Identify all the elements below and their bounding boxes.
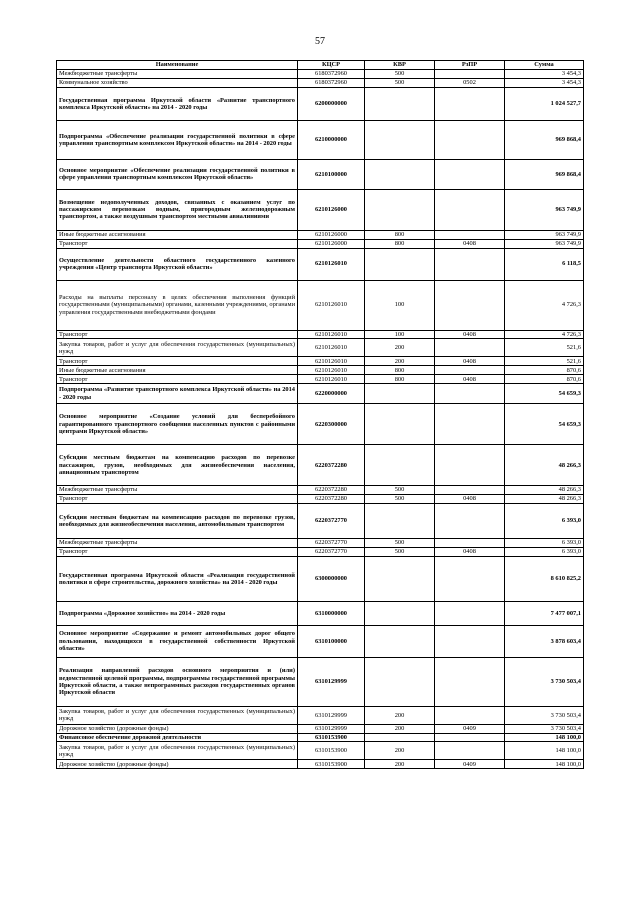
row-kcsr: 6310129999 [298, 724, 365, 733]
row-kvr: 200 [365, 724, 435, 733]
row-sum: 148 100,0 [505, 742, 584, 760]
row-name: Закупка товаров, работ и услуг для обеспечения государственных (муниципальных) нужд [57, 339, 298, 357]
table-row [57, 760, 584, 769]
row-sum: 3 730 503,4 [505, 724, 584, 733]
row-name: Субсидии местным бюджетам на компенсацию расходов по перевозке пассажиров, грузов, необходимых для жизнеобеспечения населения, авиационным транспортом [57, 445, 298, 486]
row-kvr [365, 189, 435, 230]
budget-table [56, 60, 584, 769]
row-name: Финансовое обеспечение дорожной деятельности [57, 733, 298, 742]
row-kcsr: 6310129999 [298, 657, 365, 706]
row-name: Субсидии местным бюджетам на компенсацию расходов по перевозке грузов, необходимых для жизнеобеспечения населения, автомобильным транспортом [57, 503, 298, 538]
row-kvr: 100 [365, 330, 435, 339]
header-kvr: КВР [365, 61, 435, 70]
row-kvr [365, 384, 435, 404]
table-row [57, 404, 584, 445]
table-row [57, 78, 584, 87]
row-sum: 7 477 007,1 [505, 601, 584, 625]
row-sum: 48 266,3 [505, 486, 584, 495]
row-kvr: 800 [365, 375, 435, 384]
row-kcsr: 6310100000 [298, 625, 365, 657]
table-row [57, 248, 584, 280]
row-sum: 3 878 603,4 [505, 625, 584, 657]
row-kvr: 200 [365, 706, 435, 724]
row-rzpr [435, 625, 505, 657]
row-sum: 870,6 [505, 366, 584, 375]
row-rzpr: 0409 [435, 760, 505, 769]
row-sum: 48 266,3 [505, 445, 584, 486]
table-row [57, 706, 584, 724]
header-rzpr: РзПР [435, 61, 505, 70]
row-rzpr [435, 742, 505, 760]
row-kvr: 800 [365, 230, 435, 239]
row-kvr: 200 [365, 742, 435, 760]
table-row [57, 445, 584, 486]
row-kvr: 200 [365, 339, 435, 357]
row-kcsr: 6210126000 [298, 239, 365, 248]
row-sum: 963 749,9 [505, 189, 584, 230]
row-rzpr [435, 503, 505, 538]
row-kcsr: 6310000000 [298, 601, 365, 625]
row-kcsr: 6220300000 [298, 404, 365, 445]
row-sum: 4 726,3 [505, 280, 584, 330]
row-kvr: 500 [365, 78, 435, 87]
row-name: Иные бюджетные ассигнования [57, 230, 298, 239]
row-rzpr [435, 445, 505, 486]
table-row [57, 503, 584, 538]
row-kcsr: 6220372770 [298, 538, 365, 547]
row-sum: 3 730 503,4 [505, 657, 584, 706]
row-name: Дорожное хозяйство (дорожные фонды) [57, 724, 298, 733]
row-rzpr: 0408 [435, 547, 505, 556]
row-sum: 870,6 [505, 375, 584, 384]
row-kcsr: 6210126000 [298, 189, 365, 230]
table-row [57, 625, 584, 657]
table-row [57, 657, 584, 706]
row-kvr: 200 [365, 357, 435, 366]
row-kcsr: 6210126010 [298, 366, 365, 375]
row-sum: 3 454,3 [505, 78, 584, 87]
row-kvr: 800 [365, 239, 435, 248]
row-rzpr [435, 280, 505, 330]
row-kcsr: 6200000000 [298, 87, 365, 120]
row-name: Транспорт [57, 239, 298, 248]
row-name: Подпрограмма «Развитие транспортного комплекса Иркутской области» на 2014 - 2020 годы [57, 384, 298, 404]
row-name: Возмещение недополученных доходов, связанных с оказанием услуг по пассажирским перевозкам водным, пригородным железнодорожным транспортом, а также воздушным транспортом местными авиалиниями [57, 189, 298, 230]
row-name: Межбюджетные трансферты [57, 486, 298, 495]
row-kcsr: 6220372280 [298, 486, 365, 495]
table-row [57, 357, 584, 366]
row-kcsr: 6310153900 [298, 760, 365, 769]
row-kcsr: 6210126010 [298, 280, 365, 330]
table-row [57, 556, 584, 601]
row-rzpr [435, 366, 505, 375]
row-rzpr [435, 538, 505, 547]
row-kvr: 500 [365, 547, 435, 556]
row-kvr: 500 [365, 495, 435, 504]
row-sum: 1 024 527,7 [505, 87, 584, 120]
table-header-row [57, 61, 584, 70]
table-row [57, 159, 584, 189]
row-sum: 148 100,0 [505, 760, 584, 769]
row-name: Закупка товаров, работ и услуг для обеспечения государственных (муниципальных) нужд [57, 742, 298, 760]
row-kcsr: 6220372770 [298, 503, 365, 538]
row-rzpr [435, 87, 505, 120]
row-name: Подпрограмма «Обеспечение реализации государственной политики в сфере управления транспортным комплексом Иркутской области» на 2014 - 2020 годы [57, 120, 298, 159]
row-sum: 3 454,3 [505, 70, 584, 79]
row-name: Дорожное хозяйство (дорожные фонды) [57, 760, 298, 769]
table-row [57, 375, 584, 384]
table-row [57, 189, 584, 230]
row-rzpr [435, 404, 505, 445]
row-name: Коммунальное хозяйство [57, 78, 298, 87]
row-kcsr: 6210000000 [298, 120, 365, 159]
row-kcsr: 6210126010 [298, 330, 365, 339]
table-row [57, 733, 584, 742]
table-row [57, 547, 584, 556]
row-kvr [365, 556, 435, 601]
row-kcsr: 6300000000 [298, 556, 365, 601]
row-sum: 521,6 [505, 339, 584, 357]
row-kvr [365, 87, 435, 120]
row-name: Осуществление деятельности областного государственного казенного учреждения «Центр транспорта Иркутской области» [57, 248, 298, 280]
row-name: Межбюджетные трансферты [57, 538, 298, 547]
row-kvr [365, 159, 435, 189]
row-rzpr: 0408 [435, 239, 505, 248]
table-row [57, 70, 584, 79]
row-name: Подпрограмма «Дорожное хозяйство» на 2014 - 2020 годы [57, 601, 298, 625]
row-rzpr [435, 70, 505, 79]
row-rzpr [435, 556, 505, 601]
row-kvr: 800 [365, 366, 435, 375]
row-kvr [365, 248, 435, 280]
row-kcsr: 6310153900 [298, 733, 365, 742]
row-sum: 6 393,0 [505, 503, 584, 538]
row-rzpr [435, 230, 505, 239]
row-kcsr: 6210126000 [298, 230, 365, 239]
row-rzpr [435, 248, 505, 280]
row-sum: 521,6 [505, 357, 584, 366]
header-name: Наименование [57, 61, 298, 70]
row-rzpr [435, 706, 505, 724]
row-name: Транспорт [57, 330, 298, 339]
row-rzpr [435, 120, 505, 159]
row-kvr [365, 601, 435, 625]
row-name: Основное мероприятие «Обеспечение реализации государственной политики в сфере управления транспортным комплексом Иркутской области» [57, 159, 298, 189]
row-rzpr [435, 657, 505, 706]
row-rzpr [435, 159, 505, 189]
row-kcsr: 6210100000 [298, 159, 365, 189]
row-rzpr [435, 486, 505, 495]
table-row [57, 742, 584, 760]
row-kcsr: 6180372960 [298, 70, 365, 79]
row-kcsr: 6210126010 [298, 375, 365, 384]
row-sum: 148 100,0 [505, 733, 584, 742]
row-sum: 48 266,3 [505, 495, 584, 504]
row-kcsr: 6220372280 [298, 445, 365, 486]
row-name: Транспорт [57, 495, 298, 504]
row-name: Расходы на выплаты персоналу в целях обеспечения выполнения функций государственными (муниципальными) органами, казенными учреждениями, органами управления государственными внебюджетными фондами [57, 280, 298, 330]
row-sum: 54 659,3 [505, 404, 584, 445]
table-row [57, 384, 584, 404]
row-name: Государственная программа Иркутской области «Развитие транспортного комплекса Иркутской области» на 2014 - 2020 годы [57, 87, 298, 120]
row-name: Транспорт [57, 547, 298, 556]
row-rzpr [435, 339, 505, 357]
row-name: Основное мероприятие «Содержание и ремонт автомобильных дорог общего пользования, находящихся в государственной собственности Иркутской области» [57, 625, 298, 657]
row-kvr [365, 445, 435, 486]
row-kcsr: 6220372770 [298, 547, 365, 556]
row-sum: 6 393,0 [505, 547, 584, 556]
row-name: Основное мероприятие «Создание условий для бесперебойного гарантированного транспортного сообщения населенных пунктов с районными центрами Иркутской области» [57, 404, 298, 445]
header-sum: Сумма [505, 61, 584, 70]
row-kcsr: 6210126010 [298, 248, 365, 280]
row-sum: 6 118,5 [505, 248, 584, 280]
row-name: Реализация направлений расходов основного мероприятия и (или) ведомственной целевой программы, подпрограммы государственной программы Иркутской области, а также непрограммных расходов государственных органов Иркутской области [57, 657, 298, 706]
row-rzpr: 0408 [435, 330, 505, 339]
row-kvr: 500 [365, 538, 435, 547]
table-row [57, 601, 584, 625]
row-name: Межбюджетные трансферты [57, 70, 298, 79]
row-sum: 969 868,4 [505, 120, 584, 159]
row-kcsr: 6220000000 [298, 384, 365, 404]
table-row [57, 120, 584, 159]
table-row [57, 339, 584, 357]
row-sum: 6 393,0 [505, 538, 584, 547]
table-row [57, 724, 584, 733]
table-row [57, 239, 584, 248]
row-kvr: 100 [365, 280, 435, 330]
row-rzpr: 0409 [435, 724, 505, 733]
row-sum: 3 730 503,4 [505, 706, 584, 724]
row-kvr: 200 [365, 760, 435, 769]
row-kvr: 500 [365, 486, 435, 495]
table-row [57, 366, 584, 375]
row-rzpr [435, 733, 505, 742]
table-row [57, 495, 584, 504]
table-row [57, 538, 584, 547]
row-rzpr: 0408 [435, 357, 505, 366]
row-kcsr: 6210126010 [298, 357, 365, 366]
row-kcsr: 6310129999 [298, 706, 365, 724]
table-row [57, 87, 584, 120]
row-rzpr: 0408 [435, 495, 505, 504]
row-name: Транспорт [57, 375, 298, 384]
row-kcsr: 6180372960 [298, 78, 365, 87]
row-kcsr: 6220372280 [298, 495, 365, 504]
table-row [57, 230, 584, 239]
row-sum: 969 868,4 [505, 159, 584, 189]
row-kvr [365, 404, 435, 445]
row-rzpr: 0502 [435, 78, 505, 87]
row-kcsr: 6210126010 [298, 339, 365, 357]
header-kcsr: КЦСР [298, 61, 365, 70]
row-name: Государственная программа Иркутской области «Реализация государственной политики в сфере строительства, дорожного хозяйства» на 2014 - 2020 годы [57, 556, 298, 601]
row-kvr [365, 625, 435, 657]
table-row [57, 486, 584, 495]
row-rzpr [435, 384, 505, 404]
row-sum: 54 659,3 [505, 384, 584, 404]
row-kvr: 500 [365, 70, 435, 79]
row-name: Закупка товаров, работ и услуг для обеспечения государственных (муниципальных) нужд [57, 706, 298, 724]
row-rzpr [435, 601, 505, 625]
row-sum: 8 610 825,2 [505, 556, 584, 601]
row-sum: 963 749,9 [505, 239, 584, 248]
row-name: Иные бюджетные ассигнования [57, 366, 298, 375]
row-kvr [365, 657, 435, 706]
row-sum: 963 749,9 [505, 230, 584, 239]
row-kvr [365, 120, 435, 159]
row-rzpr [435, 189, 505, 230]
row-kcsr: 6310153900 [298, 742, 365, 760]
table-row [57, 280, 584, 330]
page-number: 57 [315, 36, 325, 47]
table-row [57, 330, 584, 339]
row-kvr [365, 733, 435, 742]
row-name: Транспорт [57, 357, 298, 366]
row-sum: 4 726,3 [505, 330, 584, 339]
row-kvr [365, 503, 435, 538]
row-rzpr: 0408 [435, 375, 505, 384]
